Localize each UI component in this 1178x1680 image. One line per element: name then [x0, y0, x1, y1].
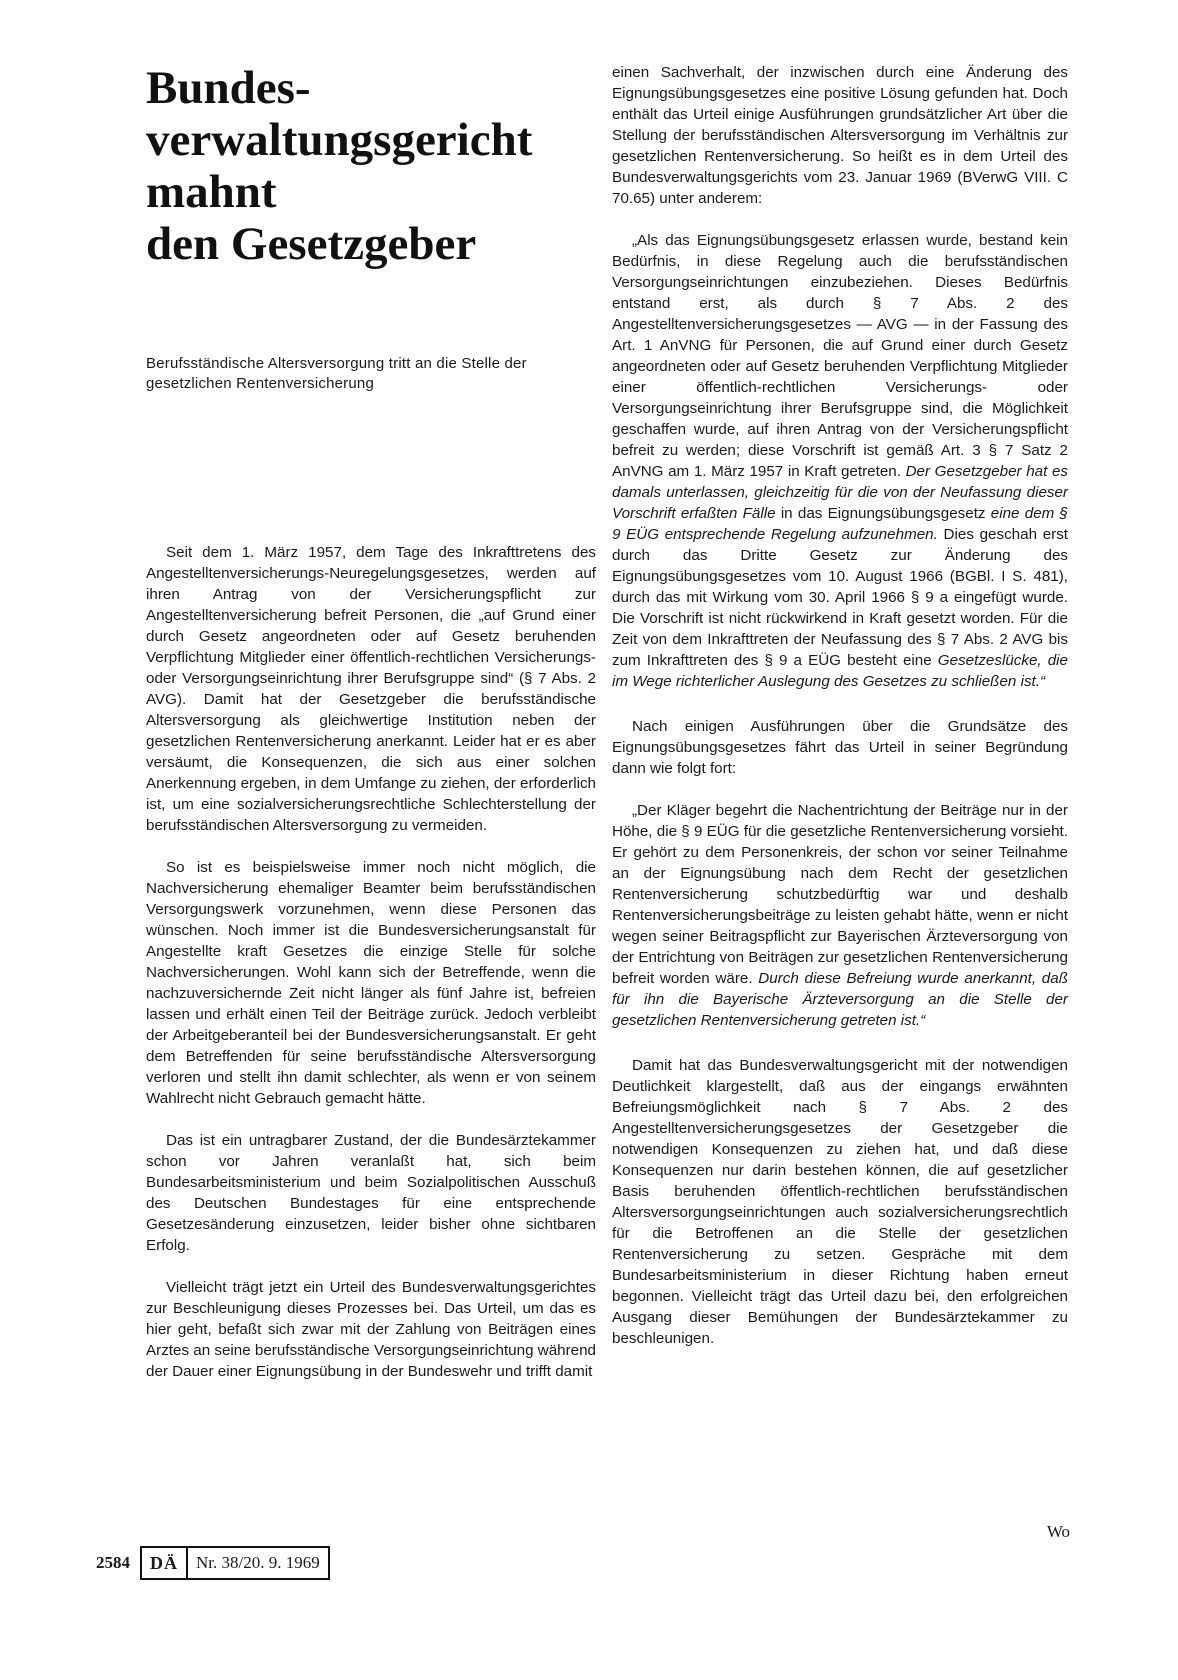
headline-line-4: den Gesetzgeber: [146, 218, 477, 270]
headline: [146, 62, 586, 270]
subtitle: Berufsständische Altersversorgung tritt an die Stelle der gesetzlichen Rentenversicherung: [146, 355, 527, 392]
right-paragraph-3: Damit hat das Bundesverwaltungsgericht mit der notwendigen Deutlichkeit klargestellt, daß aus der eingangs erwähnten Befreiungsmöglichkeit nach § 7 Abs. 2 des Angestelltenversicherungsgesetzes der Gesetzgeber die notwendigen Konsequenzen zu ziehen hat, und daß diese Konsequenzen nur darin bestehen können, die auf gesetzlicher Basis beruhenden öffentlich-rechtlichen berufsständischen Altersversorgungseinrichtungen auch sozialversicherungsrechtlich für die Betroffenen an die Stelle der gesetzlichen Rentenversicherung zu setzen. Gespräche mit dem Bundesarbeitsministerium in dieser Richtung haben erneut begonnen. Vielleicht trägt das Urteil dazu bei, den erfolgreichen Ausgang dieser Bemühungen der Bundesärztekammer zu beschleunigen.: [612, 1057, 1068, 1347]
court-quote-2-part-a: „Der Kläger begehrt die Nachentrichtung der Beiträge nur in der Höhe, die § 9 EÜG für die gesetzliche Rentenversicherung vorsieht. Er gehört zu dem Personenkreis, der schon vor seiner Teilnahme an der Eignungsübung nach dem Recht der gesetzlichen Rentenversicherung schutzbedürftig war und deshalb Rentenversicherungsbeiträge zu leisten gehabt hätte, wenn er nicht wegen seiner Beitragspflicht zur Bayerischen Ärzteversorgung von der Entrichtung von Beiträgen zur gesetzlichen Rentenversicherung befreit worden wäre.: [612, 802, 1068, 987]
left-paragraph-3: Das ist ein untragbarer Zustand, der die Bundesärztekammer schon vor Jahren veranlaßt hat, sich beim Bundesarbeitsministerium und beim Sozialpolitischen Ausschuß des Deutschen Bundestages für eine entsprechende Gesetzesänderung einzusetzen, leider bisher ohne sichtbaren Erfolg.: [146, 1132, 596, 1254]
court-quote-2-part-b: Durch diese Befreiung wurde anerkannt, daß für ihn die Bayerische Ärzteversorgung an die Stelle der gesetzlichen Rentenversicherung getreten ist.“: [612, 970, 1068, 1029]
issue-number: Nr. 38/20. 9. 1969: [196, 1553, 320, 1572]
court-quote-1-part-a: „Als das Eignungsübungsgesetz erlassen wurde, bestand kein Bedürfnis, in diese Regelung auch die berufsständischen Versorgungseinrichtungen einzubeziehen. Dieses Bedürfnis entstand erst, als durch § 7 Abs. 2 des Angestelltenversicherungsgesetzes — AVG — in der Fassung des Art. 1 AnVNG für Personen, die auf Grund einer durch Gesetz angeordneten oder auf Gesetz beruhenden Verpflichtung Mitglieder einer öffentlich-rechtlichen Versicherungs- oder Versorgungseinrichtung ihrer Berufsgruppe sind, die Möglichkeit geschaffen wurde, auf ihren Antrag von der Versicherungspflicht befreit zu werden; diese Vorschrift ist gemäß Art. 3 § 7 Satz 2 AnVNG am 1. März 1957 in Kraft getreten.: [612, 232, 1068, 480]
left-paragraph-4: Vielleicht trägt jetzt ein Urteil des Bundesverwaltungsgerichtes zur Beschleunigung dieses Prozesses bei. Das Urteil, um das es hier geht, befaßt sich zwar mit der Zahlung von Beiträgen eines Arztes an seine berufsständische Versorgungseinrichtung während der Dauer einer Eignungsübung in der Bundeswehr und trifft damit: [146, 1279, 596, 1380]
left-column: [146, 542, 596, 1403]
court-quote-2: [612, 800, 1068, 1031]
court-quote-1-part-b: Der Gesetzgeber hat es damals unterlassen, gleichzeitig für die von der Neufassung dieser Vorschrift erfaßten Fälle: [612, 463, 1068, 522]
right-paragraph-2: Nach einigen Ausführungen über die Grundsätze des Eignungsübungsgesetzes fährt das Urteil in seiner Begründung dann wie folgt fort:: [612, 718, 1068, 777]
headline-line-3: mahnt: [146, 166, 277, 218]
court-quote-1-part-e: Dies geschah erst durch das Dritte Gesetz zur Änderung des Eignungsübungsgesetzes vom 10. August 1966 (BGBl. I S. 481), durch das mit Wirkung vom 30. April 1966 § 9 a eingefügt wurde. Die Vorschrift ist nicht rückwirkend in Kraft gesetzt worden. Für die Zeit von dem Inkrafttreten der Neufassung des § 7 Abs. 2 AVG bis zum Inkrafttreten des § 9 a EÜG besteht eine: [612, 526, 1069, 669]
left-paragraph-1: Seit dem 1. März 1957, dem Tage des Inkrafttretens des Angestelltenversicherungs-Neuregelungsgesetzes, werden auf ihren Antrag von der Versicherungspflicht zur Angestelltenversicherung befreit Personen, die „auf Grund einer durch Gesetz angeordneten oder auf Gesetz beruhenden Verpflichtung Mitglieder einer öffentlich-rechtlichen Versicherungs- oder Versorgungseinrichtung ihrer Berufsgruppe sind“ (§ 7 Abs. 2 AVG). Damit hat der Gesetzgeber die berufsständische Altersversorgung als gleichwertige Institution neben der gesetzlichen Rentenversicherung anerkannt. Leider hat er es aber versäumt, die Konsequenzen, die sich aus einer solchen Anerkennung ergeben, in dem Umfange zu ziehen, der erforderlich ist, um eine sozialversicherungsrechtliche Schlechterstellung der berufsständischen Altersversorgung zu vermeiden.: [146, 544, 596, 834]
right-column: [612, 62, 1068, 1370]
court-quote-1-part-f: Gesetzeslücke, die im Wege richterlicher Auslegung des Gesetzes zu schließen ist.“: [612, 652, 1068, 690]
court-quote-1-part-c: in das Eignungsübungsgesetz: [780, 505, 986, 522]
headline-line-2: verwaltungsgericht: [146, 114, 533, 166]
left-paragraph-2: So ist es beispielsweise immer noch nicht möglich, die Nachversicherung ehemaliger Beamter beim berufsständischen Versorgungswerk vorzunehmen, wenn diese Personen das wünschen. Noch immer ist die Bundesversicherungsanstalt für Angestellte kraft Gesetzes die einzige Stelle für solche Nachversicherungen. Wohl kann sich der Betreffende, wenn die nachzuversichernde Zeit nicht länger als fünf Jahre ist, befreien lassen und erhält einen Teil der Beiträge zurück. Jedoch verbleibt der Arbeitgeberanteil bei der Bundesversicherungsanstalt. Er geht dem Betreffenden für seine berufsständische Altersversorgung verloren und stellt ihn damit schlechter, als wenn er von seinem Wahlrecht nicht Gebrauch gemacht hätte.: [146, 859, 596, 1107]
court-quote-1: [612, 230, 1068, 692]
journal-masthead: [140, 1546, 330, 1580]
author-signature: Wo: [1046, 1522, 1070, 1541]
headline-line-1: Bundes-: [146, 62, 311, 114]
page-number: 2584: [96, 1553, 130, 1572]
journal-logo: DÄ: [142, 1548, 188, 1578]
page-footer: [96, 1546, 330, 1580]
court-quote-1-part-d: eine dem § 9 EÜG entsprechende Regelung aufzunehmen.: [612, 505, 1068, 543]
right-paragraph-1: einen Sachverhalt, der inzwischen durch eine Änderung des Eignungsübungsgesetzes eine positive Lösung gefunden hat. Doch enthält das Urteil einige Ausführungen grundsätzlicher Art über die Stellung der berufsständischen Altersversorgung im Verhältnis zur gesetzlichen Rentenversicherung. So heißt es in dem Urteil des Bundesverwaltungsgerichts vom 23. Januar 1969 (BVerwG VIII. C 70.65) unter anderem:: [612, 64, 1068, 207]
